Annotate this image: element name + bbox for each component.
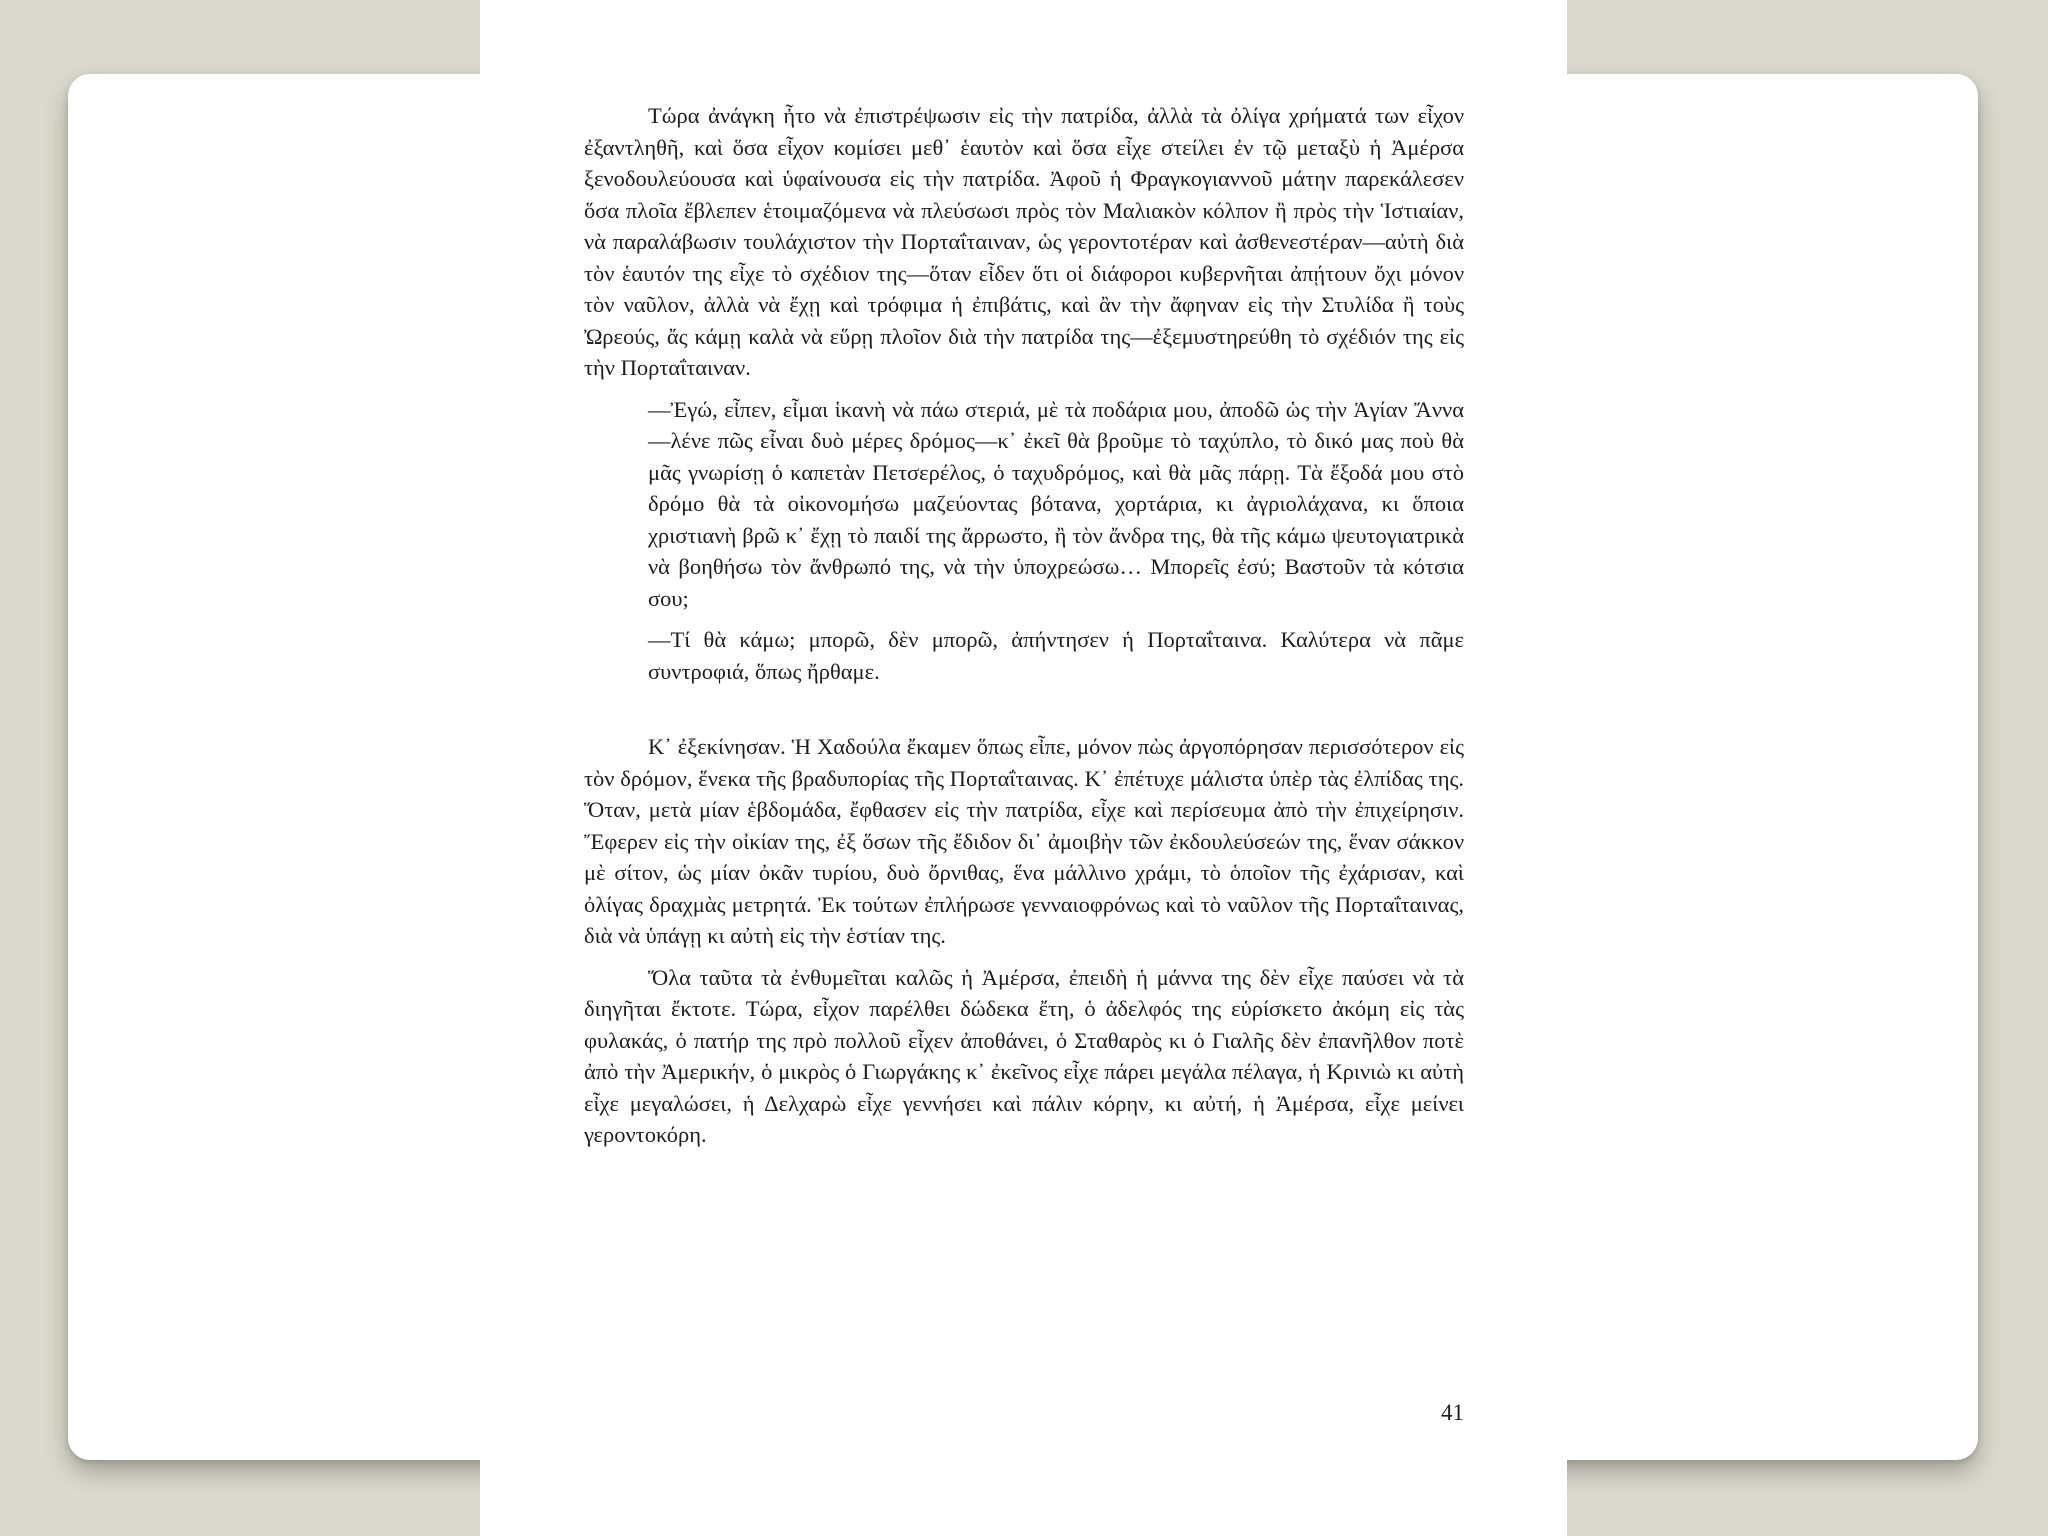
dialogue-quote-1: —Ἐγώ, εἶπεν, εἶμαι ἱκανὴ νὰ πάω στεριά, μὲ τὰ ποδάρια μου, ἀποδῶ ὡς τὴν Ἁγίαν Ἄννα—λένε πῶς εἶναι δυὸ μέρες δρόμος—κ᾽ ἐκεῖ θὰ βροῦμε τὸ ταχύπλο, τὸ δικό μας ποὺ θὰ μᾶς γνωρίσῃ ὁ καπετὰν Πετσερέλος, ὁ ταχυδρόμος, καὶ θὰ μᾶς πάρῃ. Τὰ ἔξοδά μου στὸ δρόμο θὰ τὰ οἰκονομήσω μαζεύοντας βότανα, χορτάρια, κι ἀγριολάχανα, κι ὅποια χριστιανὴ βρῶ κ᾽ ἔχῃ τὸ παιδί της ἄρρωστο, ἢ τὸν ἄνδρα της, θὰ τῆς κάμω ψευτογιατρικὰ νὰ βοηθήσω τὸν ἄνθρωπό της, νὰ τὴν ὑποχρεώσω… Μπορεῖς ἐσύ; Βαστοῦν τὰ κότσια σου;	[648, 396, 1464, 611]
paragraph-1: Τώρα ἀνάγκη ἦτο νὰ ἐπιστρέψωσιν εἰς τὴν πατρίδα, ἀλλὰ τὰ ὀλίγα χρήματά των εἶχον ἐξαντληθῆ, καὶ ὅσα εἶχον κομίσει μεθ᾽ ἑαυτὸν καὶ ὅσα εἶχε στείλει ἐν τῷ μεταξὺ ἡ Ἀμέρσα ξενοδουλεύουσα καὶ ὑφαίνουσα εἰς τὴν πατρίδα. Ἀφοῦ ἡ Φραγκογιαννοῦ μάτην παρεκάλεσεν ὅσα πλοῖα ἔβλεπεν ἑτοιμαζόμενα νὰ πλεύσωσι πρὸς τὸν Μαλιακὸν κόλπον ἢ πρὸς τὴν Ἱστιαίαν, νὰ παραλάβωσιν τουλάχιστον τὴν Πορταΐταιναν, ὡς γεροντοτέραν καὶ ἀσθενεστέραν—αὐτὴ διὰ τὸν ἑαυτόν της εἶχε τὸ σχέδιον της—ὅταν εἶδεν ὅτι οἱ διάφοροι κυβερνῆται ἀπῄτουν ὄχι μόνον τὸν ναῦλον, ἀλλὰ νὰ ἔχῃ καὶ τρόφιμα ἡ ἐπιβάτις, καὶ ἂν τὴν ἄφηναν εἰς τὴν Στυλίδα ἢ τοὺς Ὠρεούς, ἄς κάμῃ καλὰ νὰ εὕρῃ πλοῖον διὰ τὴν πατρίδα της—ἐξεμυστηρεύθη τὸ σχέδιόν της εἰς τὴν Πορταΐταιναν.	[584, 103, 1464, 380]
page-text	[584, 100, 1464, 1151]
paragraph-3: Ὅλα ταῦτα τὰ ἐνθυμεῖται καλῶς ἡ Ἀμέρσα, ἐπειδὴ ἡ μάννα της δὲν εἶχε παύσει νὰ τὰ διηγῆται ἔκτοτε. Τώρα, εἶχον παρέλθει δώδεκα ἔτη, ὁ ἀδελφός της εὑρίσκετο ἀκόμη εἰς τὰς φυλακάς, ὁ πατήρ της πρὸ πολλοῦ εἶχεν ἀποθάνει, ὁ Σταθαρὸς κι ὁ Γιαλῆς δὲν ἐπανῆλθον ποτὲ ἀπὸ τὴν Ἀμερικήν, ὁ μικρὸς ὁ Γιωργάκης κ᾽ ἐκεῖνος εἶχε πάρει μεγάλα πέλαγα, ἡ Κρινιὼ κι αὐτὴ εἶχε μεγαλώσει, ἡ Δελχαρὼ εἶχε γεννήσει καὶ πάλιν κόρην, κι αὐτή, ἡ Ἀμέρσα, εἶχε μείνει γεροντοκόρη.	[584, 964, 1464, 1147]
dialogue-quote-2: —Τί θὰ κάμω; μπορῶ, δὲν μπορῶ, ἀπήντησεν ἡ Πορταΐταινα. Καλύτερα νὰ πᾶμε συντροφιά, ὅπως ἤρθαμε.	[648, 627, 1464, 684]
paragraph-2: Κ᾽ ἐξεκίνησαν. Ἡ Χαδούλα ἔκαμεν ὅπως εἶπε, μόνον πὼς ἀργοπόρησαν περισσότερον εἰς τὸν δρόμον, ἕνεκα τῆς βραδυπορίας τῆς Πορταΐταινας. Κ᾽ ἐπέτυχε μάλιστα ὑπὲρ τὰς ἐλπίδας της. Ὅταν, μετὰ μίαν ἑβδομάδα, ἔφθασεν εἰς τὴν πατρίδα, εἶχε καὶ περίσευμα ἀπὸ τὴν ἐπιχείρησιν. Ἔφερεν εἰς τὴν οἰκίαν της, ἐξ ὅσων τῆς ἔδιδον δι᾽ ἀμοιβὴν τῶν ἐκδουλεύσεών της, ἕναν σάκκον μὲ σίτον, ὡς μίαν ὀκᾶν τυρίου, δυὸ ὄρνιθας, ἕνα μάλλινο χράμι, τὸ ὁποῖον τῆς ἐχάρισαν, καὶ ὀλίγας δραχμὰς μετρητά. Ἐκ τούτων ἐπλήρωσε γενναιοφρόνως καὶ τὸ ναῦλον τῆς Πορταΐταινας, διὰ νὰ ὑπάγῃ κι αὐτὴ εἰς τὴν ἑστίαν της.	[584, 734, 1464, 948]
page-number: 41	[1441, 1400, 1464, 1425]
